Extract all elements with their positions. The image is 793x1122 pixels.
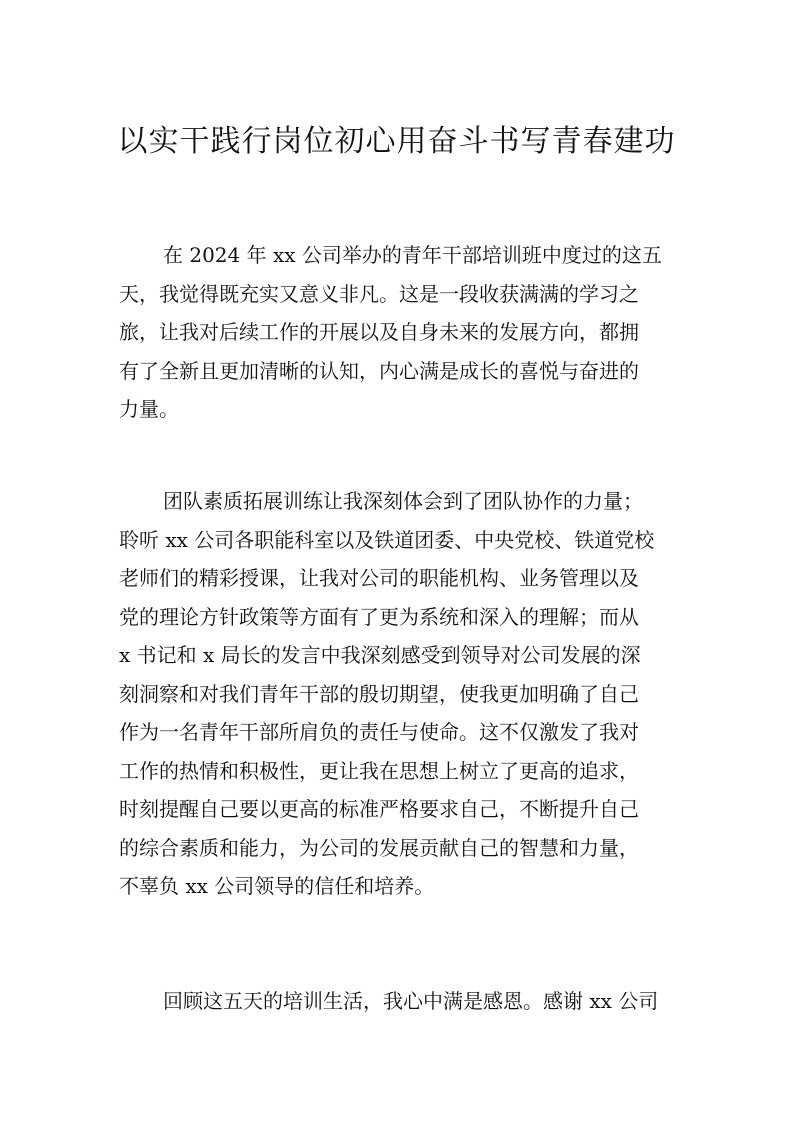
- paragraph-2: [119, 482, 675, 906]
- paragraph-line: 不辜负 xx 公司领导的信任和培养。: [119, 874, 435, 898]
- paragraph-3: [119, 982, 675, 1021]
- paragraph-line: 天，我觉得既充实又意义非凡。这是一段收获满满的学习之: [119, 281, 639, 306]
- paragraph-line: 在 2024 年 xx 公司举办的青年干部培训班中度过的这五: [163, 243, 662, 267]
- paragraph-line: 工作的热情和积极性，更让我在思想上树立了更高的追求，: [119, 758, 639, 783]
- paragraph-line: 旅，让我对后续工作的开展以及自身未来的发展方向，都拥: [119, 320, 639, 344]
- paragraph-line: 的综合素质和能力，为公司的发展贡献自己的智慧和力量，: [119, 835, 639, 860]
- paragraph-line: 时刻提醒自己要以更高的标准严格要求自己，不断提升自己: [119, 797, 639, 821]
- paragraph-line: x 书记和 x 局长的发言中我深刻感受到领导对公司发展的深: [119, 643, 641, 667]
- paragraph-line: 党的理论方针政策等方面有了更为系统和深入的理解；而从: [119, 604, 639, 629]
- paragraph-line: 力量。: [119, 397, 179, 421]
- paragraph-line: 老师们的精彩授课，让我对公司的职能机构、业务管理以及: [119, 566, 639, 590]
- paragraph-line: 聆听 xx 公司各职能科室以及铁道团委、中央党校、铁道党校: [119, 527, 655, 552]
- paragraph-line: 作为一名青年干部所肩负的责任与使命。这不仅激发了我对: [119, 720, 639, 744]
- paragraph-1: [119, 236, 675, 429]
- paragraph-line: 团队素质拓展训练让我深刻体会到了团队协作的力量；: [163, 489, 643, 513]
- paragraph-line: 刻洞察和对我们青年干部的殷切期望，使我更加明确了自己: [119, 681, 639, 706]
- paragraph-line: 有了全新且更加清晰的认知，内心满是成长的喜悦与奋进的: [119, 358, 639, 383]
- paragraph-line: 回顾这五天的培训生活，我心中满是感恩。感谢 xx 公司: [163, 989, 659, 1013]
- document-title: 以实干践行岗位初心用奋斗书写青春建功: [117, 124, 676, 159]
